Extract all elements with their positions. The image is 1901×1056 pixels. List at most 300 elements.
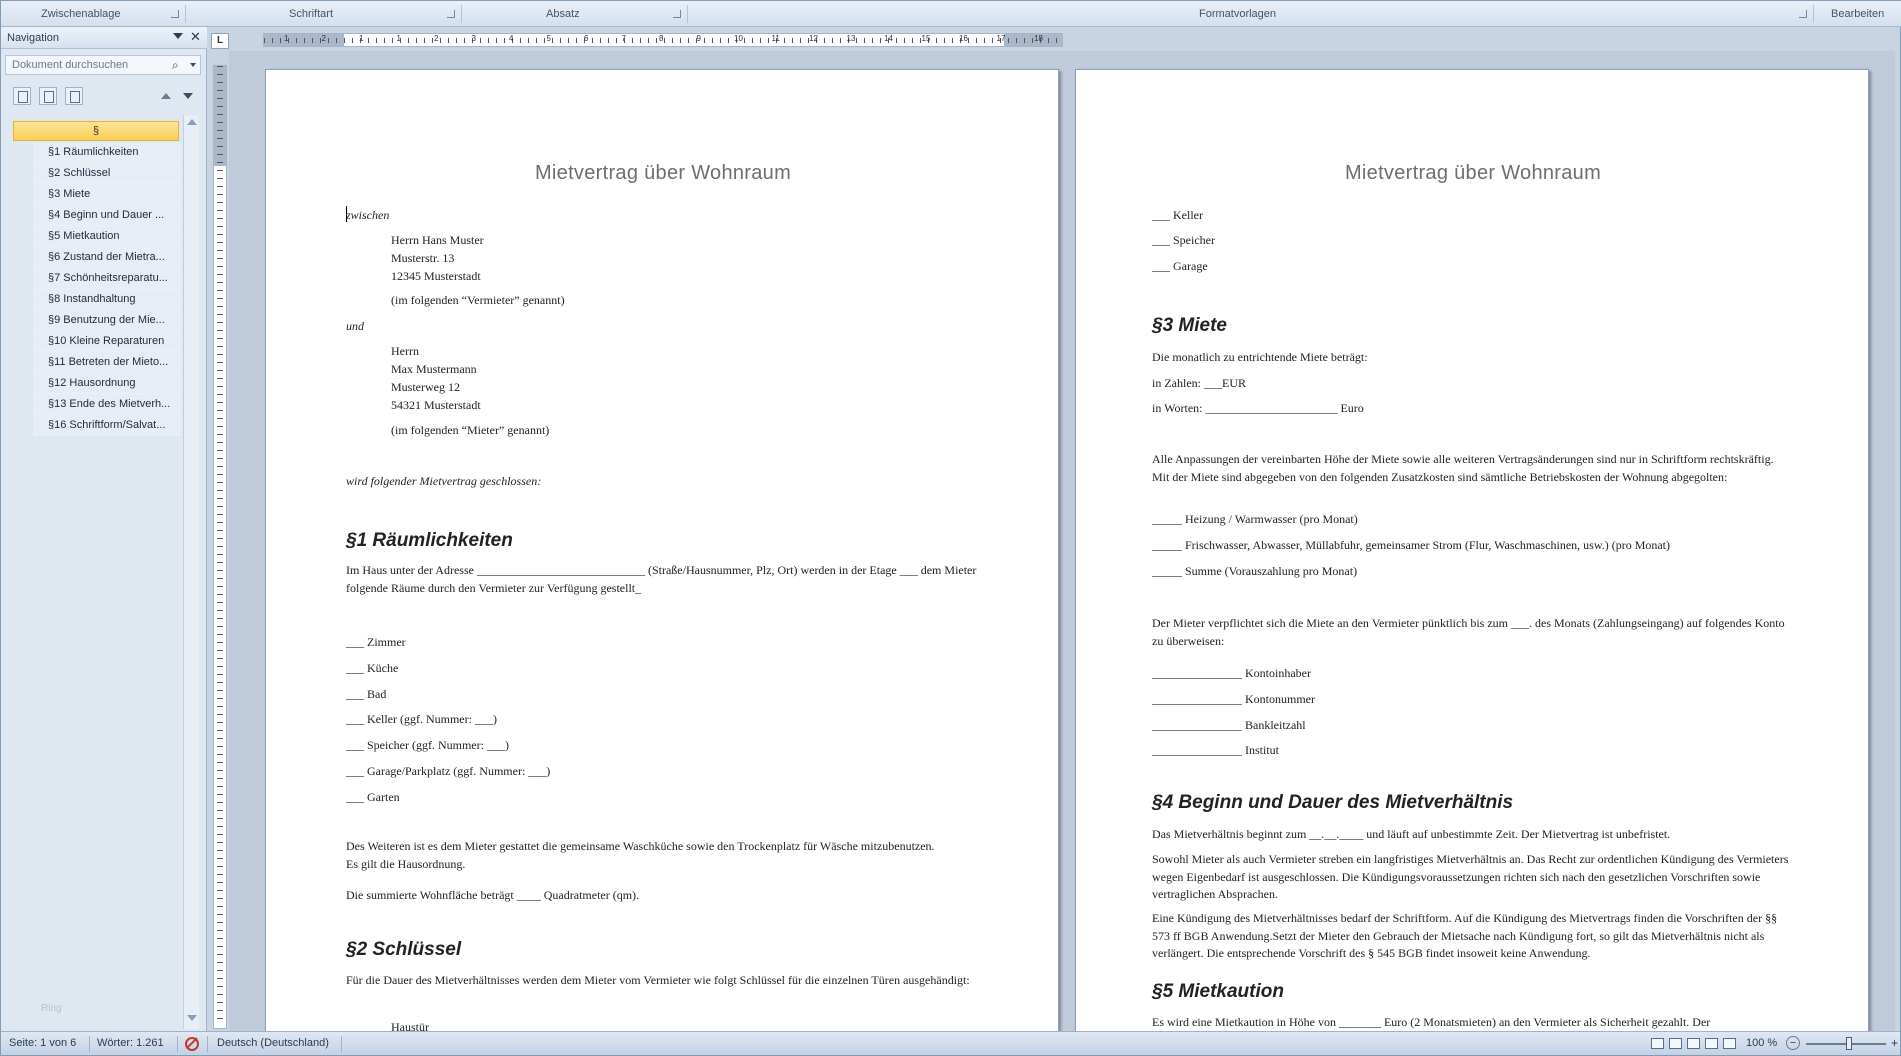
draft-view-icon[interactable] <box>1723 1038 1736 1049</box>
ruler-tick <box>217 810 223 811</box>
ruler-tick <box>544 38 545 43</box>
full-screen-reading-icon[interactable] <box>1669 1038 1682 1049</box>
ruler-tick <box>800 38 801 43</box>
vertical-ruler[interactable] <box>213 65 227 1029</box>
ruler-number: 4 <box>509 34 514 43</box>
ruler-tick <box>217 706 223 707</box>
ruler-tick <box>440 38 441 43</box>
payment-paragraph: Der Mieter verpflichtet sich die Miete an den Vermieter pünktlich bis zum ___. des Monats (Zahlungseingang) auf folgendes Konto zu überweisen: <box>1152 616 1785 648</box>
ruler-tick <box>217 994 223 995</box>
ruler-tick <box>217 490 223 491</box>
ruler-tick <box>520 38 521 43</box>
living-area: Die summierte Wohnfläche beträgt ____ Quadratmeter (qm). <box>346 888 640 902</box>
room-item: ___ Keller (ggf. Nummer: ___) <box>346 712 497 726</box>
landlord-street: Musterstr. 13 <box>391 251 455 265</box>
ruler-tick <box>217 282 223 283</box>
ruler-tick <box>217 322 223 323</box>
section-5-paragraph: Es wird eine Mietkaution in Höhe von _______ Euro (2 Monatsmieten) an den Vermieter als Sicherheit gezahlt. Der <box>1152 1015 1711 1029</box>
ruler-tick <box>217 826 223 827</box>
navigation-pane <box>1 27 207 1031</box>
ruler-tick <box>217 682 223 683</box>
ruler-number: 9 <box>696 34 701 43</box>
ruler-tick <box>720 38 721 43</box>
ruler-tick <box>217 634 223 635</box>
ruler-tick <box>217 746 223 747</box>
ruler-tick <box>217 906 223 907</box>
heading-item[interactable]: §3 Miete <box>33 184 181 205</box>
tenant-city: 54321 Musterstadt <box>391 398 481 412</box>
ruler-tick <box>217 602 223 603</box>
ruler-tick <box>217 234 223 235</box>
clipboard-launcher-icon[interactable] <box>171 10 179 18</box>
section-heading-5: §5 Mietkaution <box>1152 981 1284 1002</box>
heading-item[interactable]: §1 Räumlichkeiten <box>33 142 181 163</box>
ruler-tick <box>217 98 223 99</box>
ruler-tick <box>217 938 223 939</box>
ruler-tick <box>217 850 223 851</box>
previous-heading-icon[interactable] <box>161 93 171 99</box>
ruler-tick <box>217 114 223 115</box>
ruler-tick <box>217 730 223 731</box>
ruler-number: 16 <box>959 34 968 43</box>
ruler-tick <box>856 38 857 43</box>
ruler-tick <box>656 38 657 43</box>
ribbon-group-labels <box>1 1 1901 27</box>
ruler-tick <box>296 38 297 43</box>
text-zwischen: zwischen <box>346 208 390 222</box>
ruler-tick <box>432 38 433 43</box>
ruler-tick <box>864 38 865 43</box>
ruler-tick <box>217 298 223 299</box>
heading-item[interactable]: §16 Schriftform/Salvat... <box>33 415 181 436</box>
ruler-number: 14 <box>884 34 893 43</box>
ruler-number: 8 <box>659 34 664 43</box>
ruler-tick <box>217 394 223 395</box>
section-3-paragraph: Alle Anpassungen der vereinbarten Höhe der Miete sowie alle weiteren Vertragsänderungen sind nur in Schriftform rechtskräftig. Mit der Miete sind abgegeben von den folgenden Zusatzkosten sind sämtliche Betriebskosten der Wohnung abgegolten: <box>1152 452 1774 484</box>
ruler-tick <box>217 530 223 531</box>
section-heading-1: §1 Räumlichkeiten <box>346 530 513 551</box>
ruler-tick <box>496 38 497 43</box>
bank-item: _______________ Bankleitzahl <box>1152 718 1306 732</box>
ruler-tick <box>217 138 223 139</box>
key-item: Haustür <box>391 1020 429 1031</box>
ruler-tick <box>840 38 841 43</box>
ruler-tick <box>217 690 223 691</box>
ruler-number: 13 <box>846 34 856 43</box>
ruler-tick <box>328 38 329 43</box>
ruler-tick <box>784 38 785 43</box>
ruler-tick <box>217 122 223 123</box>
ruler-tick <box>217 458 223 459</box>
tenant-role: (im folgenden “Mieter” genannt) <box>391 423 550 437</box>
ruler-tick <box>712 38 713 43</box>
heading-item[interactable]: §5 Mietkaution <box>33 226 181 247</box>
key-item: ___ Keller <box>1152 208 1203 222</box>
ruler-tick <box>217 658 223 659</box>
page-count[interactable]: Seite: 1 von 6 <box>9 1037 77 1049</box>
ruler-tick <box>217 802 223 803</box>
ruler-tick <box>217 650 223 651</box>
font-launcher-icon[interactable] <box>447 10 455 18</box>
section-2-paragraph: Für die Dauer des Mietverhältnisses werden dem Mieter vom Vermieter wie folgt Schlüssel für die einzelnen Türen ausgehändigt: <box>346 973 970 987</box>
ruler-number: 10 <box>734 34 743 43</box>
close-icon[interactable]: ✕ <box>190 29 201 44</box>
room-item: ___ Speicher (ggf. Nummer: ___) <box>346 738 509 752</box>
ruler-tick <box>217 578 223 579</box>
ruler-tick <box>528 38 529 43</box>
ruler-tick <box>600 38 601 43</box>
word-count[interactable]: Wörter: 1.261 <box>97 1037 164 1049</box>
ruler-tick <box>896 38 897 43</box>
ruler-tick <box>217 698 223 699</box>
ruler-tick <box>912 38 913 43</box>
ruler-tick <box>217 74 223 75</box>
room-item: ___ Bad <box>346 687 387 701</box>
ruler-tick <box>217 586 223 587</box>
ruler-tick <box>1008 38 1009 43</box>
ruler-tick <box>217 418 223 419</box>
ruler-tick <box>217 738 223 739</box>
ruler-tick <box>272 38 273 43</box>
ruler-tick <box>608 38 609 43</box>
browse-pages-button[interactable] <box>39 87 57 105</box>
zoom-level[interactable]: 100 % <box>1746 1037 1778 1049</box>
ruler-number: 12 <box>809 34 818 43</box>
ribbon-group-editing: Bearbeiten <box>1831 8 1885 20</box>
ruler-tick <box>217 186 223 187</box>
heading-item[interactable]: §13 Ende des Mietverh... <box>33 394 181 415</box>
ruler-tick <box>217 378 223 379</box>
cost-item: _____ Heizung / Warmwasser (pro Monat) <box>1152 512 1358 526</box>
ruler-tick <box>1032 38 1033 43</box>
ruler-tick <box>688 38 689 43</box>
ruler-tick <box>217 554 223 555</box>
ruler-number: 17 <box>996 34 1006 43</box>
landlord-name: Herrn Hans Muster <box>391 233 484 247</box>
ruler-tick <box>217 930 223 931</box>
ruler-tick <box>944 38 945 43</box>
text-und: und <box>346 319 364 333</box>
section-heading-2: §2 Schlüssel <box>346 939 462 960</box>
ruler-tick <box>217 546 223 547</box>
outline-view-icon[interactable] <box>1705 1038 1718 1049</box>
ruler-tick <box>217 858 223 859</box>
ruler-tick <box>217 786 223 787</box>
ruler-tick <box>217 1010 223 1011</box>
ruler-tick <box>217 66 223 67</box>
ruler-tick <box>217 250 223 251</box>
ruler-tick <box>217 890 223 891</box>
ruler-tick <box>824 38 825 43</box>
ruler-tick <box>968 38 969 43</box>
document-title: Mietvertrag über Wohnraum <box>534 162 792 184</box>
key-item: ___ Garage <box>1152 259 1208 273</box>
tab-selector-button[interactable]: L <box>211 33 229 49</box>
ruler-tick <box>217 498 223 499</box>
contract-concluded: wird folgender Mietvertrag geschlossen: <box>346 474 542 488</box>
ruler-tick <box>217 898 223 899</box>
ruler-tick <box>984 38 985 43</box>
document-area[interactable] <box>229 51 1895 1031</box>
pane-options-dropdown-icon[interactable] <box>173 33 183 39</box>
heading-item[interactable]: §11 Betreten der Mieto... <box>33 352 181 373</box>
ruler-tick <box>217 434 223 435</box>
ruler-tick <box>217 1002 223 1003</box>
ruler-tick <box>408 38 409 43</box>
ruler-tick <box>664 38 665 43</box>
ruler-tick <box>752 38 753 43</box>
navigation-scrollbar[interactable] <box>183 115 199 1029</box>
ruler-number: 18 <box>1034 34 1043 43</box>
ruler-tick <box>217 666 223 667</box>
search-options-dropdown-icon[interactable] <box>190 63 196 67</box>
tenant-salutation: Herrn <box>391 344 419 358</box>
ruler-tick <box>376 38 377 43</box>
ruler-tick <box>217 170 223 171</box>
ruler-number: 7 <box>621 34 626 43</box>
ruler-tick <box>728 38 729 43</box>
ruler-tick <box>217 194 223 195</box>
ruler-tick <box>384 38 385 43</box>
ruler-tick <box>217 642 223 643</box>
ruler-tick <box>760 38 761 43</box>
ruler-tick <box>976 38 977 43</box>
ruler-tick <box>217 226 223 227</box>
ruler-tick <box>217 266 223 267</box>
styles-launcher-icon[interactable] <box>1799 10 1807 18</box>
ruler-tick <box>217 794 223 795</box>
ruler-number: 5 <box>546 34 551 43</box>
ruler-tick <box>217 874 223 875</box>
ruler-tick <box>1024 38 1025 43</box>
section-4-paragraph-1: Das Mietverhältnis beginnt zum __.__.____ und läuft auf unbestimmte Zeit. Der Mietvertrag ist unbefristet. <box>1152 827 1671 841</box>
ruler-margin <box>214 66 226 166</box>
ruler-tick <box>832 38 833 43</box>
ruler-tick <box>217 946 223 947</box>
ruler-number: 15 <box>921 34 931 43</box>
ruler-tick <box>217 362 223 363</box>
ruler-tick <box>416 38 417 43</box>
ruler-tick <box>217 242 223 243</box>
ruler-tick <box>704 38 705 43</box>
ruler-tick <box>217 714 223 715</box>
ruler-tick <box>217 370 223 371</box>
ruler-tick <box>504 38 505 43</box>
ruler-tick <box>217 674 223 675</box>
document-page-1[interactable] <box>265 69 1059 1031</box>
ruler-tick <box>217 986 223 987</box>
browse-headings-button[interactable] <box>13 87 31 105</box>
ribbon-group-paragraph: Absatz <box>546 8 580 20</box>
ruler-tick <box>217 1018 223 1019</box>
ruler-tick <box>217 82 223 83</box>
ruler-tick <box>217 162 223 163</box>
room-item: ___ Garage/Parkplatz (ggf. Nummer: ___) <box>346 764 551 778</box>
ruler-tick <box>872 38 873 43</box>
ruler-tick <box>480 38 481 43</box>
heading-item[interactable]: §2 Schlüssel <box>33 163 181 184</box>
room-item: ___ Küche <box>346 661 399 675</box>
heading-item[interactable]: §8 Instandhaltung <box>33 289 181 310</box>
ruler-tick <box>217 354 223 355</box>
ruler-tick <box>217 146 223 147</box>
bank-item: _______________ Kontoinhaber <box>1152 666 1311 680</box>
ruler-tick <box>217 330 223 331</box>
ruler-tick <box>312 38 313 43</box>
ribbon-group-styles: Formatvorlagen <box>1199 8 1277 20</box>
ruler-tick <box>217 506 223 507</box>
ruler-tick <box>952 38 953 43</box>
ruler-tick <box>280 38 281 43</box>
ruler-tick <box>536 38 537 43</box>
scroll-down-icon[interactable] <box>187 1015 197 1021</box>
ruler-tick <box>217 426 223 427</box>
document-page-2[interactable] <box>1075 69 1869 1031</box>
ruler-tick <box>632 38 633 43</box>
bank-item: _______________ Kontonummer <box>1152 692 1315 706</box>
ruler-number: 1 <box>359 34 364 43</box>
heading-item[interactable]: §6 Zustand der Mietra... <box>33 247 181 268</box>
ruler-margin <box>1004 34 1062 46</box>
navigation-pane-header <box>1 27 207 49</box>
ruler-tick <box>336 38 337 43</box>
ruler-tick <box>744 38 745 43</box>
heading-item[interactable]: §7 Schönheitsreparatu... <box>33 268 181 289</box>
ruler-tick <box>616 38 617 43</box>
ruler-tick <box>448 38 449 43</box>
ruler-tick <box>592 38 593 43</box>
ruler-tick <box>217 386 223 387</box>
ruler-tick <box>672 38 673 43</box>
ruler-tick <box>568 38 569 43</box>
zoom-in-icon[interactable]: + <box>1891 1036 1899 1050</box>
horizontal-ruler[interactable] <box>263 33 1063 47</box>
ruler-tick <box>217 130 223 131</box>
ribbon-group-clipboard: Zwischenablage <box>41 8 121 20</box>
landlord-city: 12345 Musterstadt <box>391 269 481 283</box>
ruler-tick <box>768 38 769 43</box>
landlord-role: (im folgenden “Vermieter” genannt) <box>391 293 565 307</box>
ruler-tick <box>880 38 881 43</box>
heading-item[interactable]: §10 Kleine Reparaturen <box>33 331 181 352</box>
rent-in-words: in Worten: ______________________ Euro <box>1152 401 1364 415</box>
ruler-number: 11 <box>771 34 780 43</box>
search-placeholder: Dokument durchsuchen <box>12 59 129 71</box>
ruler-tick <box>992 38 993 43</box>
ruler-number: 6 <box>584 34 589 43</box>
scroll-up-icon[interactable] <box>187 119 197 125</box>
language-indicator[interactable]: Deutsch (Deutschland) <box>217 1037 329 1049</box>
browse-results-button[interactable] <box>65 87 83 105</box>
heading-item-selected[interactable]: § <box>13 121 179 141</box>
ruler-tick <box>217 978 223 979</box>
status-separator <box>177 1036 178 1052</box>
ruler-tick <box>217 178 223 179</box>
ruler-tick <box>217 314 223 315</box>
rent-in-numbers: in Zahlen: ___EUR <box>1152 376 1246 390</box>
ribbon-separator <box>185 5 186 23</box>
cost-item: _____ Frischwasser, Abwasser, Müllabfuhr, gemeinsamer Strom (Flur, Waschmaschinen, usw.) (pro Monat) <box>1152 538 1671 552</box>
tenant-street: Musterweg 12 <box>391 380 460 394</box>
ruler-tick <box>217 210 223 211</box>
ruler-tick <box>217 778 223 779</box>
ruler-tick <box>560 38 561 43</box>
ruler-tick <box>304 38 305 43</box>
ruler-tick <box>217 538 223 539</box>
ruler-tick <box>217 570 223 571</box>
ruler-tick <box>217 970 223 971</box>
ruler-number: 3 <box>471 34 476 43</box>
zoom-slider-thumb[interactable] <box>1846 1037 1852 1050</box>
heading-item[interactable]: §12 Hausordnung <box>33 373 181 394</box>
ruler-tick <box>217 770 223 771</box>
status-separator <box>89 1036 90 1052</box>
ruler-tick <box>792 38 793 43</box>
ruler-tick <box>217 346 223 347</box>
ruler-number: 2 <box>434 34 439 43</box>
status-separator <box>207 1036 208 1052</box>
ruler-tick <box>217 514 223 515</box>
ruler-tick <box>368 38 369 43</box>
ruler-tick <box>217 290 223 291</box>
ruler-tick <box>217 338 223 339</box>
ruler-tick <box>217 402 223 403</box>
ruler-tick <box>217 762 223 763</box>
ruler-tick <box>217 474 223 475</box>
paragraph-launcher-icon[interactable] <box>673 10 681 18</box>
ribbon-separator <box>687 5 688 23</box>
ruler-tick <box>264 38 265 43</box>
zoom-out-icon[interactable]: − <box>1786 1036 1800 1050</box>
ruler-tick <box>217 218 223 219</box>
ruler-tick <box>344 38 345 43</box>
document-title: Mietvertrag über Wohnraum <box>1344 162 1602 184</box>
key-item: ___ Speicher <box>1152 233 1215 247</box>
heading-item[interactable]: §4 Beginn und Dauer ... <box>33 205 181 226</box>
ruler-number: 2 <box>321 34 326 43</box>
ruler-tick <box>640 38 641 43</box>
ruler-tick <box>217 562 223 563</box>
navigation-pane-title: Navigation <box>7 32 59 44</box>
ruler-tick <box>217 274 223 275</box>
web-layout-icon[interactable] <box>1687 1038 1700 1049</box>
next-heading-icon[interactable] <box>183 93 193 99</box>
ruler-tick <box>217 258 223 259</box>
ruler-tick <box>217 202 223 203</box>
ruler-tick <box>217 914 223 915</box>
ruler-tick <box>217 106 223 107</box>
heading-item[interactable]: §9 Benutzung der Mie... <box>33 310 181 331</box>
section-4-paragraph-2: Sowohl Mieter als auch Vermieter streben ein langfristiges Mietverhältnis an. Das Recht zur ordentlichen Kündigung des Vermieters wegen Eigenbedarf ist ausgeschlossen. Die Kündigungsvoraussetzungen richten sich nach den gesetzlichen Vorschriften sowie vertraglichen Absprachen. <box>1152 852 1789 901</box>
search-icon[interactable]: ⌕ <box>172 58 179 72</box>
ruler-tick <box>352 38 353 43</box>
section-heading-4: §4 Beginn und Dauer des Mietverhältnis <box>1152 792 1514 813</box>
ruler-tick <box>217 610 223 611</box>
document-search-input[interactable] <box>5 55 201 75</box>
ruler-tick <box>217 90 223 91</box>
bank-item: _______________ Institut <box>1152 743 1280 757</box>
print-layout-icon[interactable] <box>1651 1038 1664 1049</box>
ruler-tick <box>217 722 223 723</box>
ruler-tick <box>488 38 489 43</box>
ruler-tick <box>217 618 223 619</box>
section-1-paragraph-2: Des Weiteren ist es dem Mieter gestattet die gemeinsame Waschküche sowie den Trockenplatz für Wäsche mitzubenutzen. Es gilt die Hausordnung. <box>346 839 935 871</box>
ruler-tick <box>464 38 465 43</box>
proofing-errors-icon[interactable] <box>185 1037 199 1051</box>
ruler-tick <box>217 442 223 443</box>
room-item: ___ Zimmer <box>346 635 406 649</box>
ruler-number: 1 <box>396 34 401 43</box>
